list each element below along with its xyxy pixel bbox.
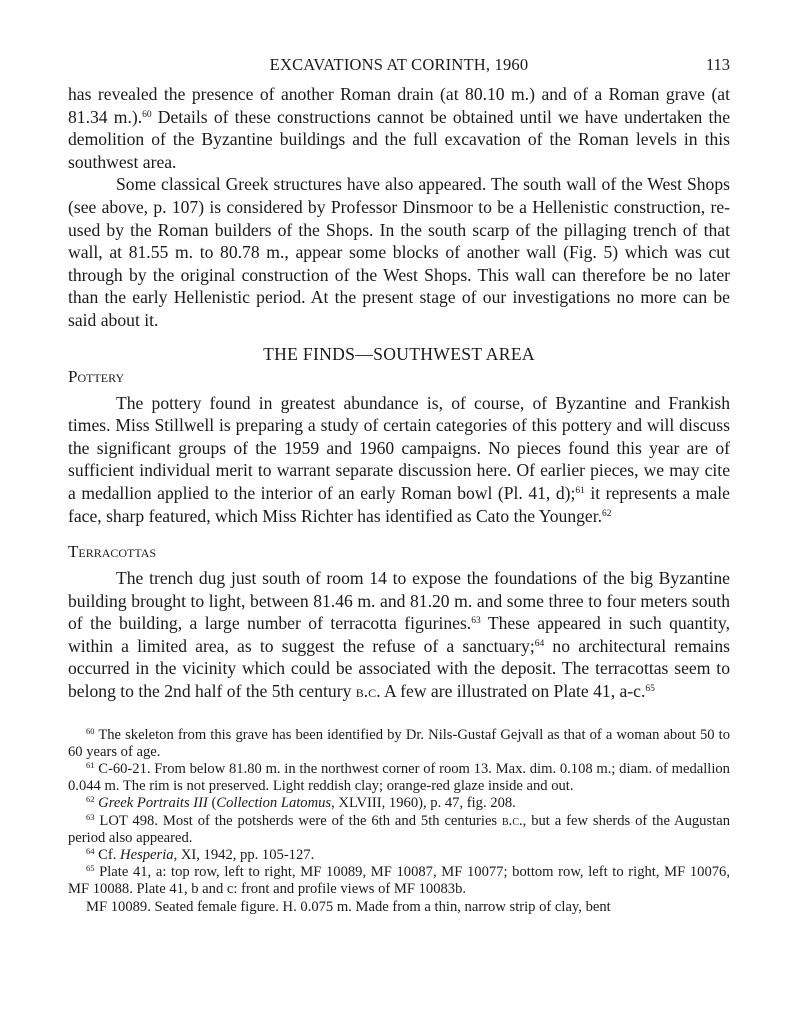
subheading-terracottas: Terracottas [68,542,157,562]
footnote-61: $^{61}$ C-60-21. From below 81.80 m. in the northwest corner of room 13. Max. dim. 0.108 m.; diam. of medallion 0.044 m. The rim is not preserved. Light reddish clay; orange-red glaze inside and out. [68,760,730,795]
running-head [68,55,730,83]
paragraph-drain-grave: has revealed the presence of another Roman drain (at 80.10 m.) and of a Roman grave (at 81.34 m.).$^{60}$ Details of these constructions cannot be obtained until we have undertaken the demolition of the Byzantine buildings and the full excavation of the Roman levels in this southwest area. [68,84,731,172]
footnote-ref-63[interactable]: 63 [471,616,481,627]
footnote-ref-61[interactable]: 61 [575,485,585,496]
footnote-62: $^{62}$ Greek Portraits III (Collection Latomus, XLVIII, 1960), p. 47, fig. 208. [86,794,516,812]
catalogue-entry: MF 10089. Seated female figure. H. 0.075 m. Made from a thin, narrow strip of clay, bent [86,898,611,915]
running-title: EXCAVATIONS AT CORINTH, 1960 [269,55,529,74]
footnote-ref-60[interactable]: 60 [142,109,152,120]
paragraph-pottery: The pottery found in greatest abundance is, of course, of Byzantine and Frankish times. Miss Stillwell is preparing a study of certain categories of this pottery and will discuss the significant groups of the 1959 and 1960 campaigns. No pieces found this year are of sufficient individual merit to warrant separate discussion here. Of earlier pieces, we may cite a medallion applied to the interior of an early Roman bowl (Pl. 41, d);$^{61}$ it represents a male face, sharp featured, which Miss Richter has identified as Cato the Younger.$^{62}$ [68,392,730,526]
footnote-60: $^{60}$ The skeleton from this grave has been identified by Dr. Nils-Gustaf Gejvall as that of a woman about 50 to 60 years of age. [68,725,730,760]
paragraph-terracottas: The trench dug just south of room 14 to expose the foundations of the big Byzantine building brought to light, between 81.46 m. and 81.20 m. and some three to four meters south of the building, a large number of terracotta figurines.$^{63}$ These appeared in such quantity, within a limited area, as to suggest the refuse of a sanctuary;$^{64}$ no architectural remains occurred in the vicinity which could be associated with the deposit. The terracottas seem to belong to the 2nd half of the 5th century b.c. A few are illustrated on Plate 41, a-c.$^{65}$ [68,568,730,702]
footnote-ref-65[interactable]: 65 [645,684,655,695]
section-title: THE FINDS—SOUTHWEST AREA [263,343,535,364]
subheading-pottery: Pottery [68,366,125,386]
footnote-65: $^{65}$ Plate 41, a: top row, left to right, MF 10089, MF 10087, MF 10077; bottom row, left to right, MF 10076, MF 10088. Plate 41, b and c: front and profile views of MF 10083b. [68,863,730,898]
footnote-ref-62[interactable]: 62 [602,508,612,519]
body-text [68,83,730,703]
page [68,55,730,916]
footnote-63: $^{63}$ LOT 498. Most of the potsherds were of the 6th and 5th centuries b.c., but a few sherds of the Augustan period also appeared. [68,811,730,846]
page-number: 113 [705,55,730,74]
paragraph-greek-structures: Some classical Greek structures have also appeared. The south wall of the West Shops (see above, p. 107) is considered by Professor Dinsmoor to be a Hellenistic construction, re-used by the Roman builders of the Shops. In the south scarp of the pillaging trench of that wall, at 81.55 m. to 80.78 m., appear some blocks of another wall (Fig. 5) which was cut through by the original construction of the West Shops. This wall can therefore be no later than the early Hellenistic period. At the present stage of our investigations no more can be said about it. [68,174,730,330]
footnotes [68,727,730,916]
footnote-64: $^{64}$ Cf. Hesperia, XI, 1942, pp. 105-127. [86,846,315,864]
footnote-ref-64[interactable]: 64 [534,638,545,649]
